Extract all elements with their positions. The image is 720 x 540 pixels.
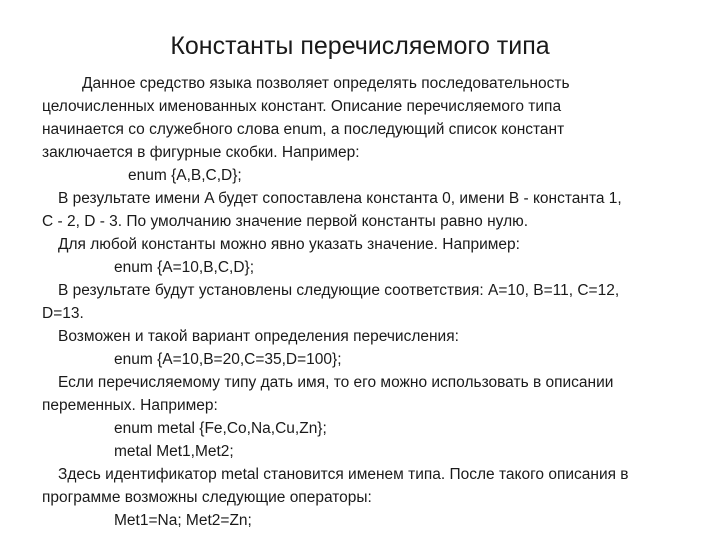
text-line: переменных. Например: [42,397,218,414]
text-line: начинается со служебного слова enum, а последующий список констант [42,121,565,138]
code-line: enum {A=10,B=20,C=35,D=100}; [114,351,342,368]
text-line: Здесь идентификатор metal становится именем типа. После такого описания в [58,466,629,483]
slide-title: Константы перечисляемого типа [170,32,550,60]
code-line: enum {A=10,B,C,D}; [114,259,255,276]
text-line: Данное средство языка позволяет определять последовательность [82,75,570,92]
code-line: metal Met1,Met2; [114,443,234,460]
text-line: программе возможны следующие операторы: [42,489,372,506]
text-line: Для любой константы можно явно указать значение. Например: [58,236,520,253]
text-line: целочисленных именованных констант. Описание перечисляемого типа [42,98,562,115]
code-line: enum metal {Fe,Co,Na,Cu,Zn}; [114,420,327,437]
text-line: C - 2, D - 3. По умолчанию значение первой константы равно нулю. [42,213,529,230]
text-line: В результате будут установлены следующие соответствия: A=10, B=11, C=12, [58,282,620,299]
code-line: Met1=Na; Met2=Zn; [114,512,252,529]
text-line: Возможен и такой вариант определения перечисления: [58,328,459,345]
text-line: заключается в фигурные скобки. Например: [42,144,360,161]
text-line: Если перечисляемому типу дать имя, то его можно использовать в описании [58,374,614,391]
text-line: D=13. [42,305,84,322]
text-line: В результате имени A будет сопоставлена константа 0, имени B - константа 1, [58,190,622,207]
code-line: enum {A,B,C,D}; [128,167,242,184]
